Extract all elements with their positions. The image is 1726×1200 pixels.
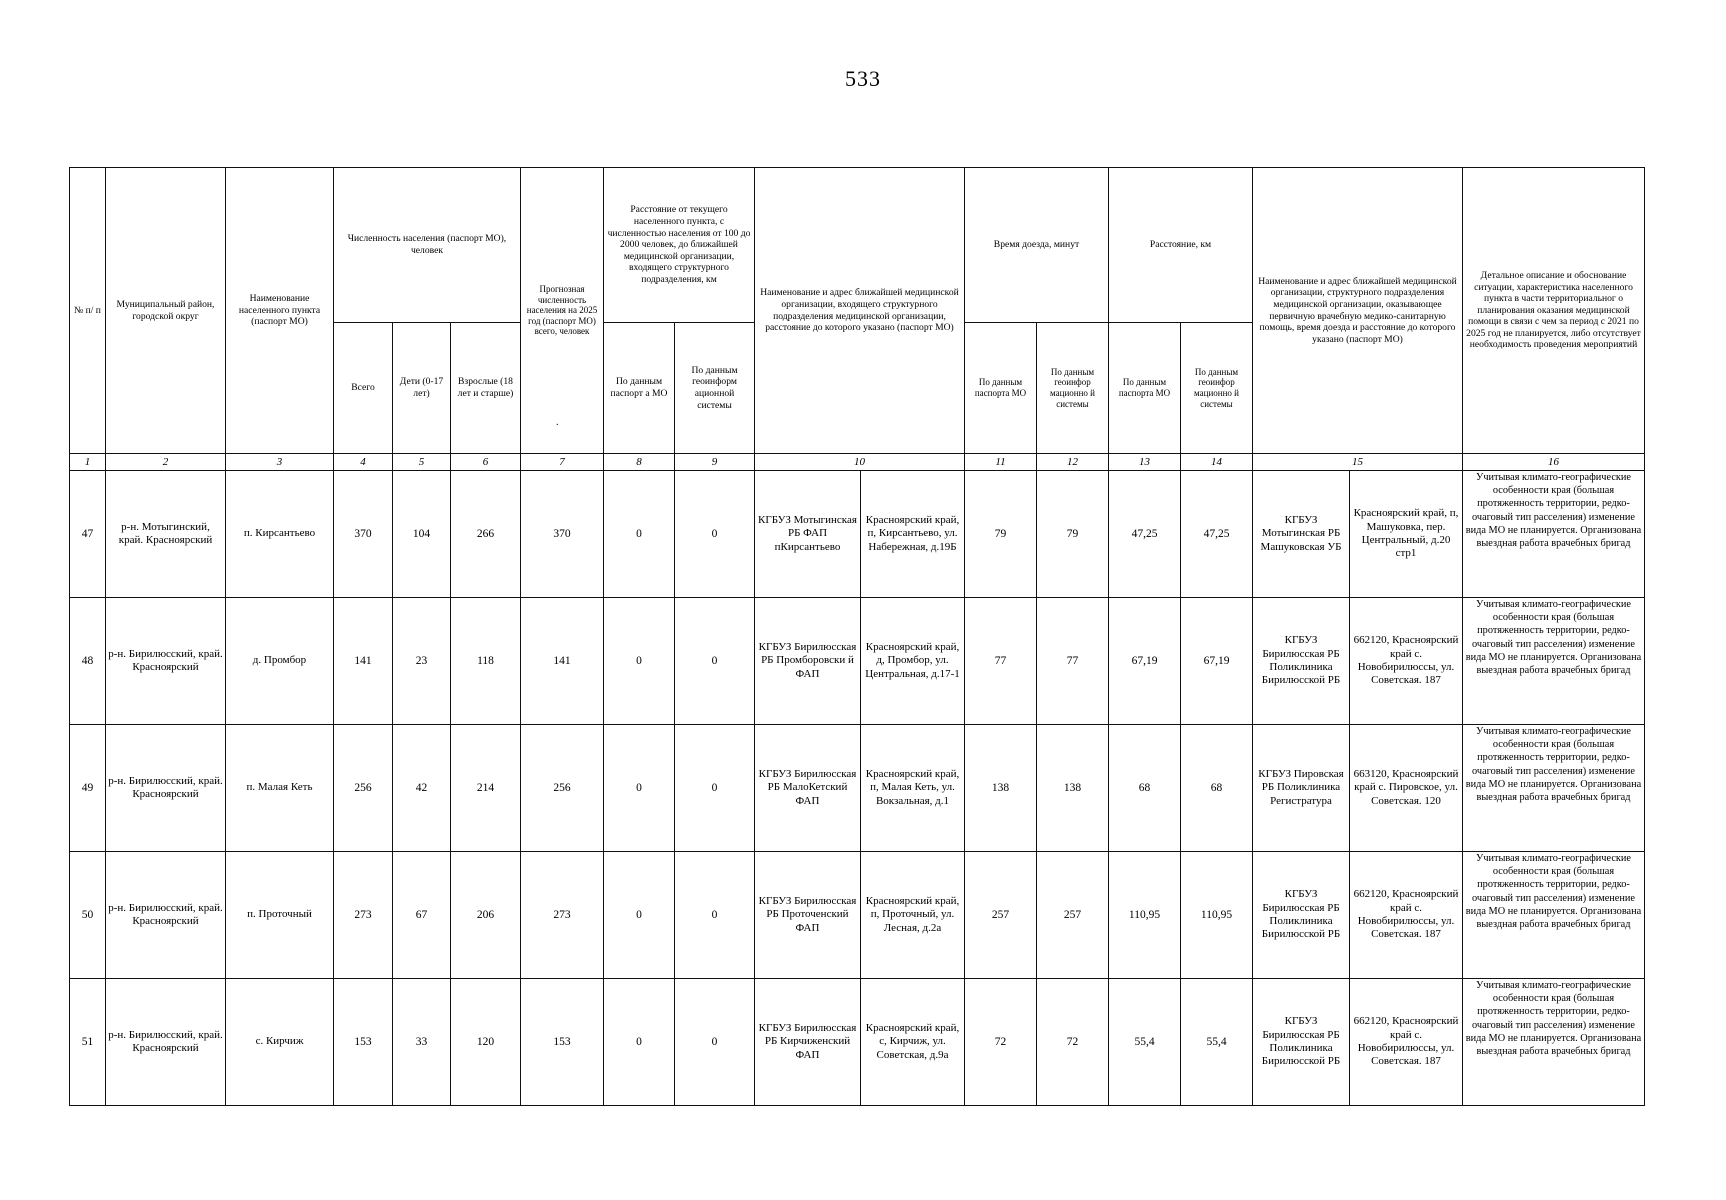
header-by-passport: По данным паспорт а МО bbox=[604, 323, 675, 454]
row-number: 51 bbox=[70, 979, 106, 1106]
header-description: Детальное описание и обоснование ситуации, характеристика населенного пункта в части территориальног о планирования оказания медицинской помощи в связи с чем за период с 2021 по 2025 год не планируется, либо отсутствует необходимость проведения мероприятий bbox=[1463, 168, 1645, 454]
primary-care-address: Красноярский край, п, Машуковка, пер. Центральный, д.20 стр1 bbox=[1350, 471, 1463, 598]
header-total: Всего bbox=[334, 323, 393, 454]
description-cell: Учитывая климато-географические особенности края (большая протяженность территории, редко-очаговый тип расселения) изменение вида МО не планируется. Организована выездная работа врачебных бригад bbox=[1463, 852, 1645, 979]
settlements-table bbox=[69, 167, 1645, 1106]
nearest-mo-address: Красноярский край, п, Кирсантьево, ул. Набережная, д.19Б bbox=[861, 471, 965, 598]
header-travel-time: Время доезда, минут bbox=[965, 168, 1109, 323]
column-number: 2 bbox=[106, 454, 226, 471]
primary-care-name: КГБУЗ Бирилюсская РБ Поликлиника Бирилюсской РБ bbox=[1253, 598, 1350, 725]
population-children: 23 bbox=[393, 598, 451, 725]
district-cell: р-н. Бирилюсский, край. Красноярский bbox=[106, 979, 226, 1106]
column-number: 9 bbox=[675, 454, 755, 471]
population-adults: 118 bbox=[451, 598, 521, 725]
header-population: Численность населения (паспорт МО), человек bbox=[334, 168, 521, 323]
nearest-mo-address: Красноярский край, д, Промбор, ул. Центральная, д.17-1 bbox=[861, 598, 965, 725]
km-geo: 55,4 bbox=[1181, 979, 1253, 1106]
description-cell: Учитывая климато-географические особенности края (большая протяженность территории, редко-очаговый тип расселения) изменение вида МО не планируется. Организована выездная работа врачебных бригад bbox=[1463, 471, 1645, 598]
header-by-geo: По данным геоинформ ационной системы bbox=[675, 323, 755, 454]
population-adults: 120 bbox=[451, 979, 521, 1106]
table-row bbox=[70, 979, 1645, 1106]
district-cell: р-н. Бирилюсский, край. Красноярский bbox=[106, 852, 226, 979]
nearest-mo-name: КГБУЗ Бирилюсская РБ Кирчиженский ФАП bbox=[755, 979, 861, 1106]
table-row bbox=[70, 725, 1645, 852]
header-nearest-mo: Наименование и адрес ближайшей медицинской организации, входящего структурного подразделения медицинской организации, расстояние до которого указано (паспорт МО) bbox=[755, 168, 965, 454]
forecast-cell: 153 bbox=[521, 979, 604, 1106]
description-cell: Учитывая климато-географические особенности края (большая протяженность территории, редко-очаговый тип расселения) изменение вида МО не планируется. Организована выездная работа врачебных бригад bbox=[1463, 725, 1645, 852]
nearest-mo-name: КГБУЗ Бирилюсская РБ Промборовски й ФАП bbox=[755, 598, 861, 725]
time-passport: 138 bbox=[965, 725, 1037, 852]
primary-care-address: 663120, Красноярский край с. Пировское, ул. Советская. 120 bbox=[1350, 725, 1463, 852]
column-number-row bbox=[70, 454, 1645, 471]
km-geo: 110,95 bbox=[1181, 852, 1253, 979]
column-number: 8 bbox=[604, 454, 675, 471]
km-passport: 55,4 bbox=[1109, 979, 1181, 1106]
nearest-mo-name: КГБУЗ Бирилюсская РБ МалоКетский ФАП bbox=[755, 725, 861, 852]
km-passport: 67,19 bbox=[1109, 598, 1181, 725]
time-geo: 79 bbox=[1037, 471, 1109, 598]
column-number: 6 bbox=[451, 454, 521, 471]
district-cell: р-н. Мотыгинский, край. Красноярский bbox=[106, 471, 226, 598]
settlement-cell: с. Кирчиж bbox=[226, 979, 334, 1106]
nearest-mo-address: Красноярский край, с, Кирчиж, ул. Советская, д.9а bbox=[861, 979, 965, 1106]
row-number: 49 bbox=[70, 725, 106, 852]
settlement-cell: п. Проточный bbox=[226, 852, 334, 979]
time-geo: 72 bbox=[1037, 979, 1109, 1106]
column-number: 15 bbox=[1253, 454, 1463, 471]
header-forecast: Прогнозная численность населения на 2025 год (паспорт МО) всего, человек bbox=[521, 168, 604, 454]
row-number: 47 bbox=[70, 471, 106, 598]
header-time-passport: По данным паспорта МО bbox=[965, 323, 1037, 454]
table-row bbox=[70, 598, 1645, 725]
column-number: 7 bbox=[521, 454, 604, 471]
column-number: 16 bbox=[1463, 454, 1645, 471]
header-primary-care: Наименование и адрес ближайшей медицинской организации, структурного подразделения медицинской организации, оказывающее первичную врачебную медико-санитарную помощь, время доезда и расстояние до которого указано (паспорт МО) bbox=[1253, 168, 1463, 454]
population-adults: 206 bbox=[451, 852, 521, 979]
header-distance-from: Расстояние от текущего населенного пункта, с численностью населения от 100 до 2000 человек, до ближайшей медицинской организации, входящего структурного подразделения, км bbox=[604, 168, 755, 323]
time-passport: 77 bbox=[965, 598, 1037, 725]
primary-care-address: 662120, Красноярский край с. Новобирилюссы, ул. Советская. 187 bbox=[1350, 852, 1463, 979]
header-distance: Расстояние, км bbox=[1109, 168, 1253, 323]
column-number: 1 bbox=[70, 454, 106, 471]
district-cell: р-н. Бирилюсский, край. Красноярский bbox=[106, 725, 226, 852]
population-total: 273 bbox=[334, 852, 393, 979]
primary-care-name: КГБУЗ Бирилюсская РБ Поликлиника Бирилюсской РБ bbox=[1253, 979, 1350, 1106]
primary-care-name: КГБУЗ Мотыгинская РБ Машуковская УБ bbox=[1253, 471, 1350, 598]
header-settlement: Наименование населенного пункта (паспорт МО) bbox=[226, 168, 334, 454]
distance-geo: 0 bbox=[675, 471, 755, 598]
column-number: 12 bbox=[1037, 454, 1109, 471]
column-number: 4 bbox=[334, 454, 393, 471]
population-adults: 214 bbox=[451, 725, 521, 852]
population-total: 141 bbox=[334, 598, 393, 725]
km-passport: 110,95 bbox=[1109, 852, 1181, 979]
primary-care-name: КГБУЗ Пировская РБ Поликлиника Регистратура bbox=[1253, 725, 1350, 852]
description-cell: Учитывая климато-географические особенности края (большая протяженность территории, редко-очаговый тип расселения) изменение вида МО не планируется. Организована выездная работа врачебных бригад bbox=[1463, 598, 1645, 725]
header-time-geo: По данным геоинфор мационно й системы bbox=[1037, 323, 1109, 454]
primary-care-address: 662120, Красноярский край с. Новобирилюссы, ул. Советская. 187 bbox=[1350, 979, 1463, 1106]
distance-geo: 0 bbox=[675, 598, 755, 725]
table-row bbox=[70, 471, 1645, 598]
forecast-cell: 370 bbox=[521, 471, 604, 598]
forecast-cell: 141 bbox=[521, 598, 604, 725]
table-row bbox=[70, 852, 1645, 979]
population-total: 370 bbox=[334, 471, 393, 598]
distance-passport: 0 bbox=[604, 852, 675, 979]
page-number: 533 bbox=[845, 66, 881, 91]
settlement-cell: п. Кирсантьево bbox=[226, 471, 334, 598]
population-total: 153 bbox=[334, 979, 393, 1106]
distance-geo: 0 bbox=[675, 852, 755, 979]
header-district: Муниципальный район, городской округ bbox=[106, 168, 226, 454]
settlement-cell: д. Промбор bbox=[226, 598, 334, 725]
description-cell: Учитывая климато-географические особенности края (большая протяженность территории, редко-очаговый тип расселения) изменение вида МО не планируется. Организована выездная работа врачебных бригад bbox=[1463, 979, 1645, 1106]
settlement-cell: п. Малая Кеть bbox=[226, 725, 334, 852]
primary-care-address: 662120, Красноярский край с. Новобирилюссы, ул. Советская. 187 bbox=[1350, 598, 1463, 725]
header-dist-passport: По данным паспорта МО bbox=[1109, 323, 1181, 454]
km-geo: 67,19 bbox=[1181, 598, 1253, 725]
nearest-mo-name: КГБУЗ Бирилюсская РБ Проточенский ФАП bbox=[755, 852, 861, 979]
nearest-mo-name: КГБУЗ Мотыгинская РБ ФАП пКирсантьево bbox=[755, 471, 861, 598]
km-passport: 68 bbox=[1109, 725, 1181, 852]
population-children: 42 bbox=[393, 725, 451, 852]
population-adults: 266 bbox=[451, 471, 521, 598]
time-passport: 79 bbox=[965, 471, 1037, 598]
population-children: 104 bbox=[393, 471, 451, 598]
row-number: 48 bbox=[70, 598, 106, 725]
header-no: № п/ п bbox=[70, 168, 106, 454]
forecast-cell: 256 bbox=[521, 725, 604, 852]
column-number: 3 bbox=[226, 454, 334, 471]
column-number: 10 bbox=[755, 454, 965, 471]
row-number: 50 bbox=[70, 852, 106, 979]
km-passport: 47,25 bbox=[1109, 471, 1181, 598]
distance-geo: 0 bbox=[675, 979, 755, 1106]
column-number: 13 bbox=[1109, 454, 1181, 471]
column-number: 5 bbox=[393, 454, 451, 471]
time-passport: 72 bbox=[965, 979, 1037, 1106]
km-geo: 68 bbox=[1181, 725, 1253, 852]
population-children: 67 bbox=[393, 852, 451, 979]
column-number: 14 bbox=[1181, 454, 1253, 471]
header-row-1 bbox=[70, 168, 1645, 323]
population-children: 33 bbox=[393, 979, 451, 1106]
time-geo: 257 bbox=[1037, 852, 1109, 979]
time-passport: 257 bbox=[965, 852, 1037, 979]
population-total: 256 bbox=[334, 725, 393, 852]
district-cell: р-н. Бирилюсский, край. Красноярский bbox=[106, 598, 226, 725]
distance-passport: 0 bbox=[604, 979, 675, 1106]
header-adults: Взрослые (18 лет и старше) bbox=[451, 323, 521, 454]
nearest-mo-address: Красноярский край, п, Проточный, ул. Лесная, д.2а bbox=[861, 852, 965, 979]
distance-passport: 0 bbox=[604, 725, 675, 852]
time-geo: 138 bbox=[1037, 725, 1109, 852]
time-geo: 77 bbox=[1037, 598, 1109, 725]
stray-mark: . bbox=[556, 417, 559, 428]
header-dist-geo: По данным геоинфор мационно й системы bbox=[1181, 323, 1253, 454]
header-children: Дети (0-17 лет) bbox=[393, 323, 451, 454]
column-number: 11 bbox=[965, 454, 1037, 471]
km-geo: 47,25 bbox=[1181, 471, 1253, 598]
primary-care-name: КГБУЗ Бирилюсская РБ Поликлиника Бирилюсской РБ bbox=[1253, 852, 1350, 979]
distance-passport: 0 bbox=[604, 471, 675, 598]
distance-geo: 0 bbox=[675, 725, 755, 852]
forecast-cell: 273 bbox=[521, 852, 604, 979]
nearest-mo-address: Красноярский край, п, Малая Кеть, ул. Вокзальная, д.1 bbox=[861, 725, 965, 852]
distance-passport: 0 bbox=[604, 598, 675, 725]
